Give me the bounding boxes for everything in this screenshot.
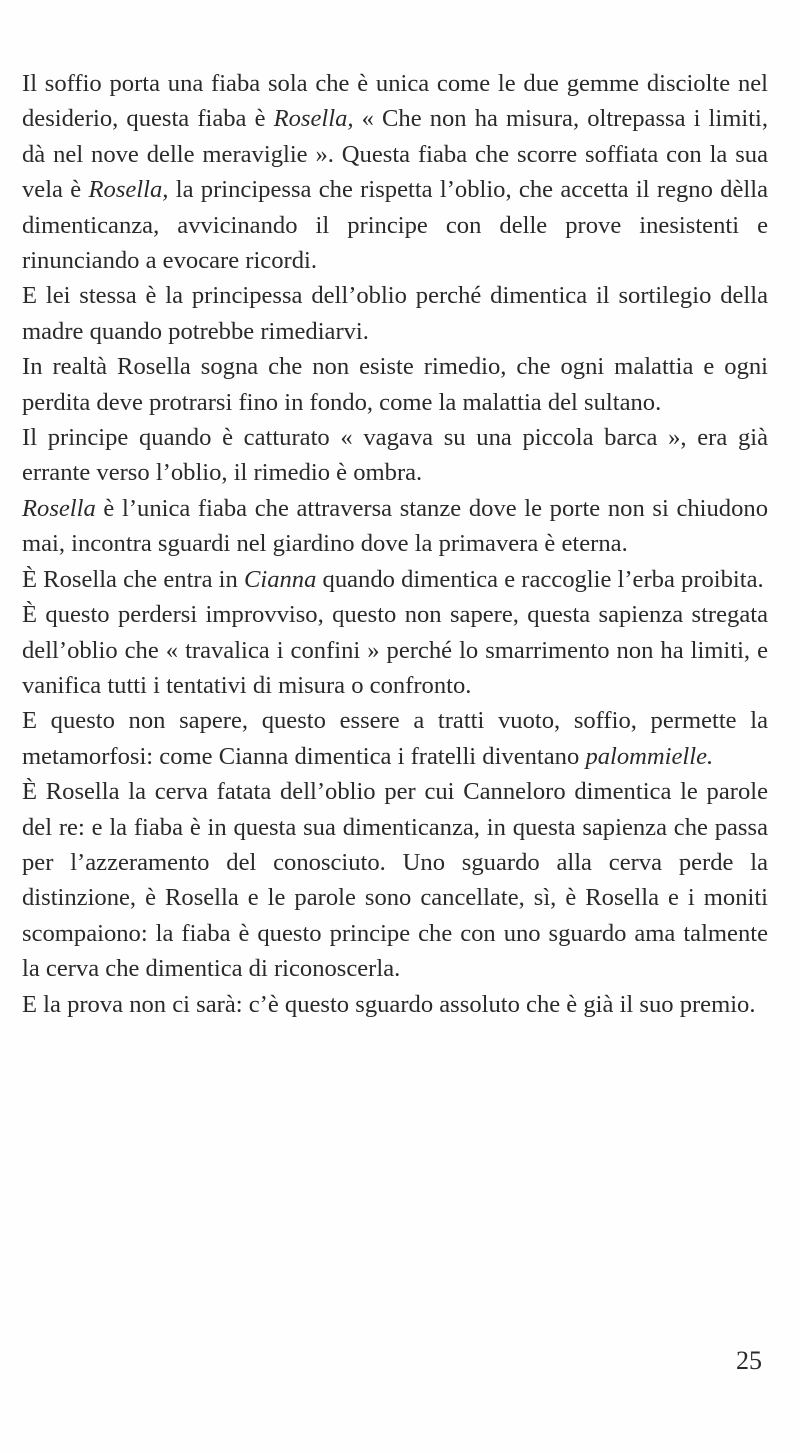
text-run: è l’unica fiaba che attraversa stanze dove le porte non si chiudono mai, incontra sguardi nel giardino dove la primavera è eterna. <box>22 494 768 558</box>
text-run: E la prova non ci sarà: c’è questo sguardo assoluto che è già il suo premio. <box>22 990 756 1018</box>
text-run: E lei stessa è la principessa dell’oblio perché dimentica il sortilegio della madre quando potrebbe rimediarvi. <box>22 282 768 345</box>
text-run: E questo non sapere, questo essere a tratti vuoto, soffio, permette la metamorfosi: come Cianna dimentica i fratelli diventano <box>22 707 768 770</box>
paragraph <box>22 349 768 420</box>
paragraph <box>22 66 768 278</box>
text-run: la principessa che rispetta l’oblio, che accetta il regno dèlla dimenticanza, avvicinando il principe con delle prove inesistenti e rinunciando a evocare ricordi. <box>22 176 768 275</box>
paragraph <box>22 774 768 986</box>
text-run: quando dimentica e raccoglie l’erba proibita. <box>316 565 764 593</box>
page-number: 25 <box>736 1346 762 1375</box>
paragraph <box>22 420 768 491</box>
text-run: Il soffio porta una fiaba sola che è unica come le due gemme disciolte nel desiderio, questa fiaba è <box>22 70 768 133</box>
italic-title: Cianna <box>243 565 317 593</box>
italic-title: Rosella, <box>88 176 169 204</box>
text-run: È Rosella la cerva fatata dell’oblio per cui Canneloro dimentica le parole del re: e la fiaba è in questa sua dimenticanza, in questa sapienza che passa per l’azzeramento del conosciuto. Uno sguardo alla cerva perde la distinzione, è Rosella e le parole sono cancellate, sì, è Rosella e i moniti scompaiono: la fiaba è questo principe che con uno sguardo ama talmente la cerva che dimentica di riconoscerla. <box>22 778 768 983</box>
italic-title: Rosella <box>22 494 96 522</box>
paragraph <box>22 491 768 562</box>
italic-title: palommielle. <box>585 742 714 770</box>
paragraph <box>22 987 768 1022</box>
paragraph <box>22 703 768 774</box>
text-run: Il principe quando è catturato « vagava su una piccola barca », era già errante verso l’oblio, il rimedio è ombra. <box>22 424 768 487</box>
text-run: È Rosella che entra in <box>22 565 244 593</box>
paragraph <box>22 562 768 597</box>
text-run: È questo perdersi improvviso, questo non sapere, questa sapienza stregata dell’oblio che « travalica i confini » perché lo smarrimento non ha limiti, e vanifica tutti i tentativi di misura o confronto. <box>22 601 768 699</box>
body-text <box>22 66 768 1022</box>
italic-title: Rosella, <box>273 105 354 133</box>
text-run: « Che non ha misura, oltrepassa i limiti, dà nel nove delle meraviglie ». Questa fiaba che scorre soffiata con la sua vela è <box>22 105 769 204</box>
paragraph <box>22 597 768 703</box>
text-run: In realtà Rosella sogna che non esiste rimedio, che ogni malattia e ogni perdita deve protrarsi fino in fondo, come la malattia del sultano. <box>22 353 768 416</box>
paragraph <box>22 278 768 349</box>
